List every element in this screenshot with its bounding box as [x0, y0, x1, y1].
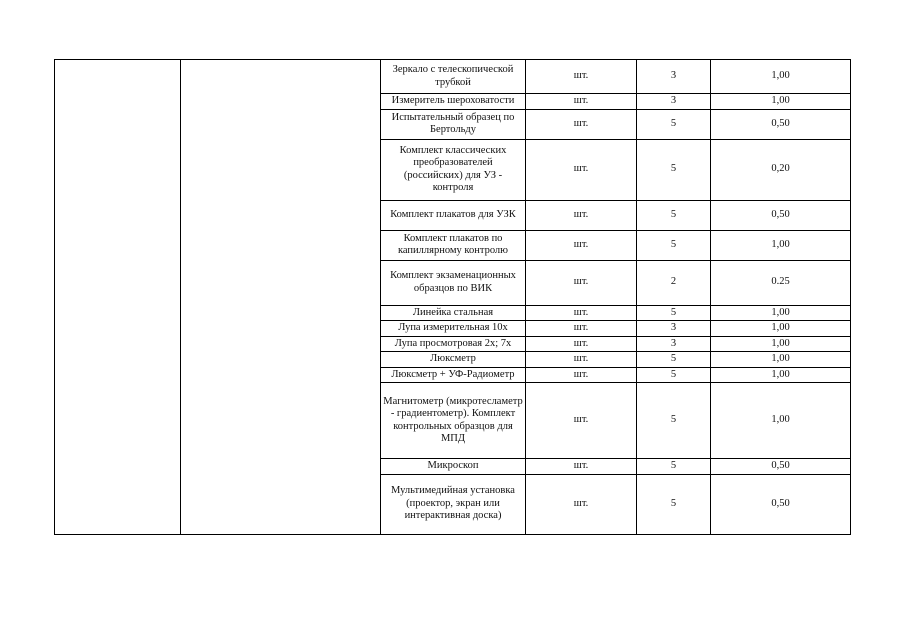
- unit-cell: шт.: [526, 459, 637, 475]
- left-empty-cell: [55, 60, 181, 535]
- unit-cell: шт.: [526, 383, 637, 459]
- coefficient-cell: 0,50: [711, 109, 851, 139]
- unit-cell: шт.: [526, 94, 637, 110]
- item-name-cell: Измеритель шероховатости: [381, 94, 526, 110]
- quantity-cell: 5: [637, 383, 711, 459]
- item-name-cell: Комплект классических преобразователей (российских) для УЗ - контроля: [381, 139, 526, 200]
- unit-cell: шт.: [526, 367, 637, 383]
- unit-cell: шт.: [526, 230, 637, 260]
- unit-cell: шт.: [526, 260, 637, 305]
- unit-cell: шт.: [526, 139, 637, 200]
- item-name-cell: Люксметр + УФ-Радиометр: [381, 367, 526, 383]
- table-row: [55, 60, 851, 94]
- quantity-cell: 5: [637, 200, 711, 230]
- item-name-cell: Люксметр: [381, 352, 526, 368]
- item-name-cell: Комплект плакатов для УЗК: [381, 200, 526, 230]
- quantity-cell: 5: [637, 459, 711, 475]
- item-name-cell: Магнитометр (микротесламетр - градиентометр). Комплект контрольных образцов для МПД: [381, 383, 526, 459]
- quantity-cell: 5: [637, 474, 711, 534]
- unit-cell: шт.: [526, 321, 637, 337]
- coefficient-cell: 1,00: [711, 305, 851, 321]
- unit-cell: шт.: [526, 336, 637, 352]
- coefficient-cell: 0,50: [711, 200, 851, 230]
- equipment-table-body: [55, 60, 851, 535]
- coefficient-cell: 0,50: [711, 474, 851, 534]
- unit-cell: шт.: [526, 60, 637, 94]
- quantity-cell: 5: [637, 139, 711, 200]
- quantity-cell: 5: [637, 109, 711, 139]
- quantity-cell: 3: [637, 336, 711, 352]
- coefficient-cell: 0.25: [711, 260, 851, 305]
- item-name-cell: Комплект плакатов по капиллярному контролю: [381, 230, 526, 260]
- quantity-cell: 5: [637, 230, 711, 260]
- quantity-cell: 5: [637, 305, 711, 321]
- coefficient-cell: 1,00: [711, 321, 851, 337]
- item-name-cell: Испытательный образец по Бертольду: [381, 109, 526, 139]
- coefficient-cell: 1,00: [711, 352, 851, 368]
- quantity-cell: 5: [637, 367, 711, 383]
- item-name-cell: Мультимедийная установка (проектор, экран или интерактивная доска): [381, 474, 526, 534]
- coefficient-cell: 0,20: [711, 139, 851, 200]
- quantity-cell: 5: [637, 352, 711, 368]
- coefficient-cell: 1,00: [711, 60, 851, 94]
- coefficient-cell: 0,50: [711, 459, 851, 475]
- unit-cell: шт.: [526, 109, 637, 139]
- coefficient-cell: 1,00: [711, 367, 851, 383]
- quantity-cell: 3: [637, 94, 711, 110]
- item-name-cell: Микроскоп: [381, 459, 526, 475]
- quantity-cell: 2: [637, 260, 711, 305]
- coefficient-cell: 1,00: [711, 383, 851, 459]
- equipment-table: [54, 59, 851, 535]
- unit-cell: шт.: [526, 200, 637, 230]
- unit-cell: шт.: [526, 305, 637, 321]
- item-name-cell: Лупа просмотровая 2х; 7х: [381, 336, 526, 352]
- quantity-cell: 3: [637, 60, 711, 94]
- item-name-cell: Зеркало с телескопической трубкой: [381, 60, 526, 94]
- item-name-cell: Линейка стальная: [381, 305, 526, 321]
- item-name-cell: Лупа измерительная 10х: [381, 321, 526, 337]
- coefficient-cell: 1,00: [711, 94, 851, 110]
- unit-cell: шт.: [526, 474, 637, 534]
- unit-cell: шт.: [526, 352, 637, 368]
- coefficient-cell: 1,00: [711, 336, 851, 352]
- middle-empty-cell: [181, 60, 381, 535]
- coefficient-cell: 1,00: [711, 230, 851, 260]
- item-name-cell: Комплект экзаменационных образцов по ВИК: [381, 260, 526, 305]
- quantity-cell: 3: [637, 321, 711, 337]
